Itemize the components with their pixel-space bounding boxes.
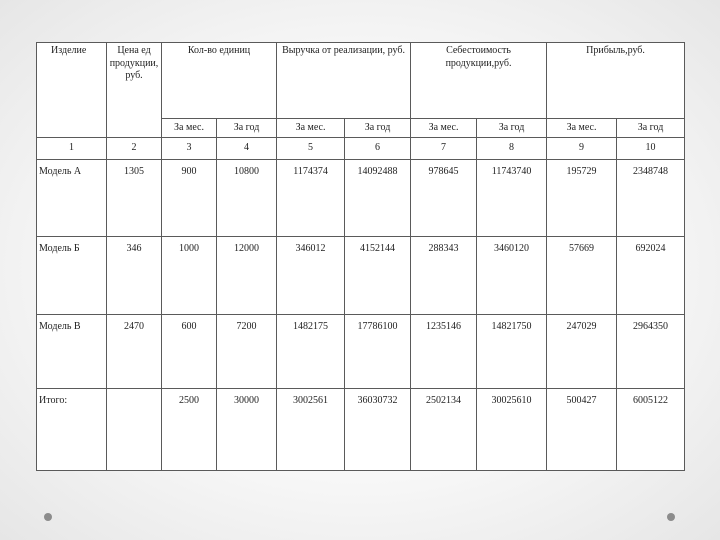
price-cell: 346 <box>107 237 162 315</box>
revenue-month-cell: 1482175 <box>277 315 345 389</box>
revenue-month-cell: 3002561 <box>277 389 345 471</box>
cost-year-cell: 30025610 <box>477 389 547 471</box>
profit-month-cell: 195729 <box>547 160 617 237</box>
data-table <box>36 42 685 471</box>
column-number: 4 <box>217 138 277 160</box>
subheader-cost-month: За мес. <box>411 119 477 138</box>
header-revenue: Выручка от реализации, руб. <box>277 43 411 119</box>
quantity-month-cell: 2500 <box>162 389 217 471</box>
subheader-revenue-month: За мес. <box>277 119 345 138</box>
decorative-dot-right <box>667 513 675 521</box>
column-number: 10 <box>617 138 685 160</box>
profit-year-cell: 2964350 <box>617 315 685 389</box>
subheader-profit-month: За мес. <box>547 119 617 138</box>
quantity-year-cell: 30000 <box>217 389 277 471</box>
subheader-revenue-year: За год <box>345 119 411 138</box>
data-table-container <box>36 42 684 470</box>
subheader-quantity-year: За год <box>217 119 277 138</box>
column-number: 1 <box>37 138 107 160</box>
column-number-row <box>37 138 685 160</box>
quantity-year-cell: 7200 <box>217 315 277 389</box>
column-number: 9 <box>547 138 617 160</box>
column-number: 7 <box>411 138 477 160</box>
table-row-model-a <box>37 160 685 237</box>
header-quantity: Кол-во единиц <box>162 43 277 119</box>
profit-year-cell: 2348748 <box>617 160 685 237</box>
subheader-cost-year: За год <box>477 119 547 138</box>
header-product: Изделие <box>37 43 107 138</box>
price-cell <box>107 389 162 471</box>
cost-year-cell: 3460120 <box>477 237 547 315</box>
column-number: 5 <box>277 138 345 160</box>
quantity-month-cell: 900 <box>162 160 217 237</box>
quantity-year-cell: 12000 <box>217 237 277 315</box>
row-name: Модель А <box>37 160 107 237</box>
revenue-year-cell: 17786100 <box>345 315 411 389</box>
subheader-profit-year: За год <box>617 119 685 138</box>
decorative-dot-left <box>44 513 52 521</box>
profit-month-cell: 500427 <box>547 389 617 471</box>
cost-month-cell: 978645 <box>411 160 477 237</box>
header-cost: Себестоимость продукции,руб. <box>411 43 547 119</box>
header-profit: Прибыль,руб. <box>547 43 685 119</box>
profit-month-cell: 247029 <box>547 315 617 389</box>
table-row-model-v <box>37 315 685 389</box>
header-price: Цена ед продукции, руб. <box>107 43 162 138</box>
quantity-month-cell: 1000 <box>162 237 217 315</box>
table-row-model-b <box>37 237 685 315</box>
cost-month-cell: 1235146 <box>411 315 477 389</box>
row-name: Модель В <box>37 315 107 389</box>
quantity-month-cell: 600 <box>162 315 217 389</box>
revenue-year-cell: 4152144 <box>345 237 411 315</box>
quantity-year-cell: 10800 <box>217 160 277 237</box>
column-number: 3 <box>162 138 217 160</box>
price-cell: 1305 <box>107 160 162 237</box>
row-name: Модель Б <box>37 237 107 315</box>
cost-month-cell: 2502134 <box>411 389 477 471</box>
cost-year-cell: 14821750 <box>477 315 547 389</box>
revenue-month-cell: 1174374 <box>277 160 345 237</box>
revenue-month-cell: 346012 <box>277 237 345 315</box>
profit-year-cell: 6005122 <box>617 389 685 471</box>
row-name: Итого: <box>37 389 107 471</box>
profit-year-cell: 692024 <box>617 237 685 315</box>
table-row-total <box>37 389 685 471</box>
column-number: 6 <box>345 138 411 160</box>
column-number: 2 <box>107 138 162 160</box>
revenue-year-cell: 36030732 <box>345 389 411 471</box>
profit-month-cell: 57669 <box>547 237 617 315</box>
header-row <box>37 43 685 119</box>
column-number: 8 <box>477 138 547 160</box>
price-cell: 2470 <box>107 315 162 389</box>
subheader-quantity-month: За мес. <box>162 119 217 138</box>
cost-month-cell: 288343 <box>411 237 477 315</box>
revenue-year-cell: 14092488 <box>345 160 411 237</box>
cost-year-cell: 11743740 <box>477 160 547 237</box>
